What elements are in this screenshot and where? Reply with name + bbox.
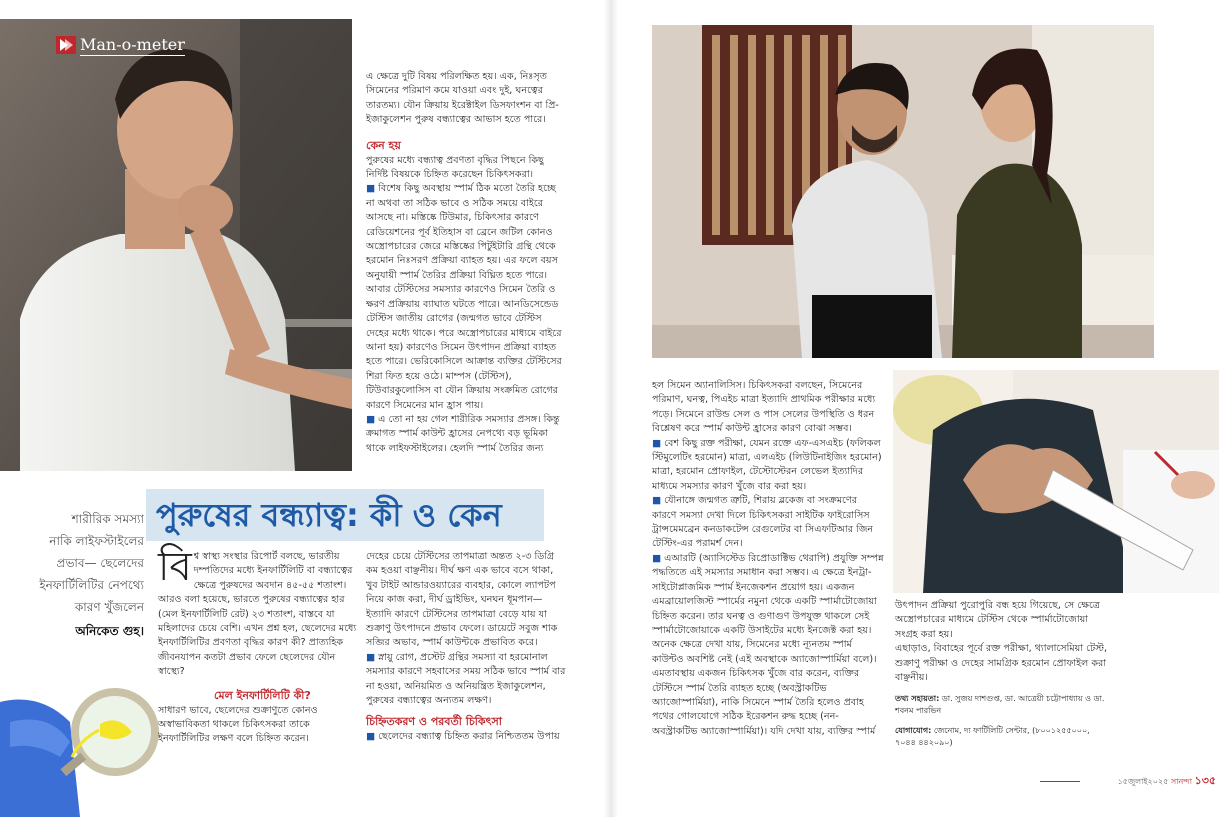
col3-b3-text: এআরটি (অ্যাসিস্টেড রিপ্রোডাক্টিভ থেরাপি) প্রযুক্তি সম্পন্ন পদ্ধতিতে এই সমস্যার সমাধান করা সম্ভব। এ ক্ষেত্রে ইনট্রা-সাইটোপ্লাজমিক স্পার্ম ইনজেকশন প্রয়োগ হয়। একজন এমব্রায়োলজিস্ট স্পার্মের নমুনা থেকে একটি স্পার্মাটোজোয়া চিহ্নিত করেন। তার ঘনত্ব ও গুণাগুণ উপযুক্ত থাকলে সেই স্পার্মাটোজোয়াকে একটি উসাইটের মধ্যে ইনজেক্ট করা হয়। — [652, 552, 884, 636]
column-label — [56, 34, 185, 56]
col2-b2-text: এ তো না হয় গেল শারীরিক সমস্যার প্রসঙ্গ। কিন্তু ক্রমাগত স্পার্ম কাউন্ট হ্রাসের নেপথ্যে বড় ভূমিকা থাকে লাইফস্টাইলের। হেলদি স্পার্ম তৈরির জন্য — [366, 413, 560, 454]
bullet-square-icon: ■ — [652, 495, 665, 507]
intro-line: কারণ খুঁজলেন — [74, 600, 144, 614]
col3-p2: অনেক ক্ষেত্রে দেখা যায়, সিমেনের মধ্যে ন্যূনতম স্পার্ম কাউন্টও অবশিষ্ট নেই (এই অবস্থাকে অ্যাজোস্পার্মিয়া বলে)। এমতাবস্থায় একজন চিকিৎসক খুঁজে বার করেন, ব্যক্তির টেস্টিসে স্পার্ম তৈরি ব্যাহত হচ্ছে (অবস্ট্রাকটিভ অ্যাজোস্পার্মিয়া), নাকি সিমেনে স্পার্ম তৈরি হলেও প্রবাহ পথের গোলযোগে সঠিক ইরেকশন রুদ্ধ হচ্ছে (নন-অবস্ট্রাকটিভ অ্যাজোস্পার্মিয়া)। যদি দেখা যায়, ব্যক্তির স্পার্ম — [652, 639, 877, 737]
page-folio — [1080, 774, 1216, 788]
col1-p1 — [158, 544, 358, 680]
col4-p1: উৎপাদন প্রক্রিয়া পুরোপুরি বন্ধ হয়ে গিয়েছে, সে ক্ষেত্রে অস্ত্রোপচারের মাধ্যমে টেস্টিস থেকে স্পার্মাটোজোয়া সংগ্রহ করা হয়। — [895, 600, 1100, 640]
bullet-square-icon: ■ — [366, 413, 379, 425]
col3-b2-text: যৌনাঙ্গে জন্মগত ত্রুটি, শিরায় ব্লকেজ বা সংক্রমণের কারণে সমস্যা দেখা দিলে চিকিৎসকরা সাইটিক ফাইরোসিস ট্রান্সমেমব্রেন কনডাকটেন্স রেগুলেটর বা সিএফটিআর জিন টেস্টিং-এর পরামর্শ দেন। — [652, 495, 874, 550]
col2-top-text — [366, 70, 566, 456]
bullet-square-icon: ■ — [366, 183, 379, 195]
col2b-b2 — [366, 730, 566, 744]
credits — [895, 693, 1109, 717]
couple-photo — [652, 25, 1154, 358]
arrow-tag-icon — [56, 36, 76, 54]
col1-p1-text: শ্ব স্বাস্থ্য সংস্থার রিপোর্ট বলছে, ভারতীয় দম্পতিদের মধ্যে ইনফার্টিলিটি বা বন্ধ্যাত্বের ক্ষেত্রে পুরুষদের অবদান ৪৫-৫৫ শতাংশ। আরও বলা হয়েছে, ভারতে পুরুষের বন্ধ্যাত্বের হার (মেল ইনফার্টিলিটি রেট) ২৩ শতাংশ, বাস্তবে যা মহিলাদের চেয়ে বেশি। এখন প্রশ্ন হল, ছেলেদের মধ্যে ইনফার্টিলিটির প্রবণতা বৃদ্ধির কারণ কী? প্রাত্যহিক জীবনযাপন কতটা প্রভাব ফেলে ছেলেদের যৌন স্বাস্থ্যে? — [158, 551, 357, 678]
col2-p1: এ ক্ষেত্রে দুটি বিষয় পরিলক্ষিত হয়। এক, নিঃসৃত সিমেনের পরিমাণ কমে যাওয়া এবং দুই, ঘনত্বের তারতম্য। যৌন ক্রিয়ায় ইরেক্টাইল ডিসফাংশন বা প্রি-ইজাকুলেশন পুরুষ বন্ধ্যাত্বের আভাস হতে পারে। — [366, 71, 559, 126]
col3-text — [652, 379, 884, 739]
col2-b2 — [366, 413, 566, 456]
col1-head2: মেল ইনফার্টিলিটি কী? — [214, 688, 311, 702]
col2-b1-text: বিশেষ কিছু অবস্থায় স্পার্ম ঠিক মতো তৈরি হচ্ছে না অথবা তা সঠিক ভাবে ও সঠিক সময়ে বাইরে আসছে না। মস্তিষ্কে টিউমার, চিকিৎসার কারণে রেডিয়েশনের পূর্ব ইতিহাস বা ব্রেনে জটিল কোনও অস্ত্রোপচারের জেরে মস্তিষ্কের পিটুইটারি গ্রন্থি থেকে হরমোন নিঃসরণ প্রক্রিয়া ব্যাহত হয়। এর ফলে বয়স অনুযায়ী স্পার্ম তৈরির প্রক্রিয়া বিঘ্নিত হতে পারে। — [366, 183, 558, 281]
col2-p2: পুরুষের মধ্যে বন্ধ্যাত্ব প্রবণতা বৃদ্ধির পিছনে কিছু নির্দিষ্ট বিষয়কে চিহ্নিত করেছেন চিকিৎসকরা। — [366, 154, 544, 181]
drop-cap: বি — [158, 544, 192, 590]
intro-line: প্রভাব— ছেলেদের — [56, 556, 144, 570]
col3-b1 — [652, 437, 884, 495]
contact-label: যোগাযোগ: — [895, 726, 932, 736]
col4-p2: এছাড়াও, বিবাহের পূর্বে রক্ত পরীক্ষা, থ্যালাসেমিয়া টেস্ট, শুক্রাণু পরীক্ষা ও দেহের সামগ্রিক হরমোন প্রোফাইল করা বাঞ্ছনীয়। — [895, 643, 1108, 684]
bullet-square-icon: ■ — [652, 552, 665, 564]
col2b-b1 — [366, 651, 566, 709]
bullet-square-icon: ■ — [366, 731, 379, 743]
folio-magazine: সানন্দা — [1170, 777, 1193, 786]
folio-page-number: ১৩৫ — [1194, 774, 1216, 787]
intro-line: ইনফার্টিলিটির নেপথ্যে — [39, 578, 144, 592]
intro-line: নাকি লাইফস্টাইলের — [49, 534, 144, 548]
col2b-b2-text: ছেলেদের বন্ধ্যাত্ব চিহ্নিত করার নিশ্চিততম উপায় — [378, 731, 560, 743]
bullet-square-icon: ■ — [652, 437, 665, 449]
bullet-square-icon: ■ — [366, 651, 379, 663]
col2-bottom-text — [366, 550, 566, 745]
col2-b1 — [366, 182, 566, 283]
folio-date: ১৫জুলাই২০২৫ — [1117, 777, 1169, 786]
col2b-head: চিহ্নিতকরণ ও পরবর্তী চিকিৎসা — [366, 715, 502, 729]
author-byline: অনিকেত গুহ। — [75, 624, 144, 638]
doctor-consultation-photo — [893, 370, 1219, 593]
col3-b1-text: বেশ কিছু রক্ত পরীক্ষা, যেমন রক্তে এফ-এসএইচ (ফলিকল স্টিমুলেটিং হরমোন) মাত্রা, এলএইচ (লিউটিনাইজিং হরমোন) মাত্রা, হরমোন প্রোফাইল, টেস্টোস্টেরন লেভেল ইত্যাদির মাধ্যমে সমস্যার কারণ খুঁজে বার করা হয়। — [652, 437, 882, 492]
magnifier-graphic — [0, 662, 160, 817]
col2b-b1-text: স্নায়ু রোগ, প্রস্টেট গ্রন্থির সমস্যা বা হরমোনাল সমস্যার কারণে সহবাসের সময় সঠিক ভাবে স্পার্ম বার না হওয়া, অনিয়মিত ও অনিয়ন্ত্রিত ইজাকুলেশন, পুরুষের বন্ধ্যাত্বের অন্যতম লক্ষণ। — [366, 651, 566, 707]
page-gutter — [604, 0, 618, 817]
col1-p2: সাধারণ ভাবে, ছেলেদের শুক্রাণুতে কোনও অস্বাভাবিকতা থাকলে চিকিৎসকরা তাকে ইনফার্টিলিটির লক্ষণ বলে চিহ্নিত করেন। — [158, 704, 318, 745]
col2b-p1: দেহের চেয়ে টেস্টিসের তাপমাত্রা অন্তত ২-৩ ডিগ্রি কম হওয়া বাঞ্ছনীয়। দীর্ঘ ক্ষণ এক ভাবে বসে থাকা, খুব টাইট আন্ডারওয়্যারের ব্যবহার, কোলে ল্যাপটপ নিয়ে কাজ করা, দীর্ঘ ড্রাইভিং, ঘনঘন ধূমপান— ইত্যাদি কারণে টেস্টিসের তাপমাত্রা বেড়ে যায় যা শুক্রাণু উৎপাদনে প্রভাব ফেলে। ডায়েটে সবুজ শাক সব্জির অভাব, স্পার্ম কাউন্টকে প্রভাবিত করে। — [366, 551, 558, 649]
col1-text — [158, 544, 358, 747]
col2-p3: আবার টেস্টিসের সমস্যার কারণেও সিমেন তৈরি ও ক্ষরণ প্রক্রিয়ায় ব্যাঘাত ঘটতে পারে। আনডিসেন্ডেড টেস্টিস জাতীয় রোগের (জন্মগত ভাবে টেস্টিস দেহের মধ্যে থাকে। পরে অস্ত্রোপচারের মাধ্যমে বাইরে আনা হয়) কারণেও সিমেন উৎপাদন প্রক্রিয়া ব্যাহত হতে পারে। ভেরিকোসিলে আক্রান্ত ব্যক্তির টেস্টিসের শিরা ফিত হয়ে ওঠে। মাম্পস (টেস্টিস), টিউবারকুলোসিস বা যৌন ক্রিয়ায় সংক্রমিত রোগের কারণে সিমেনের মান হ্রাস পায়। — [366, 284, 562, 411]
credits-text: ডা. সুজয় দাশগুপ্ত, ডা. আত্রেয়ী চট্টোপাধ্যায় ও ডা. শবনম পারভিন — [895, 694, 1105, 716]
credits-label: তথ্য সহায়তা: — [895, 694, 940, 704]
contact-text: জেনোম, দ্য ফার্টিলিটি সেন্টার, (৮০০১২৫৫০০০, ৭০৪৪ ৪৪২০৯০) — [895, 726, 1090, 748]
col3-b3 — [652, 552, 884, 638]
column-label-text: Man-o-meter — [80, 34, 185, 54]
intro-line: শারীরিক সমস্যা — [71, 512, 144, 526]
intro-deck — [20, 508, 144, 642]
col3-p1: হল সিমেন অ্যানালিসিস। চিকিৎসকরা বলছেন, সিমেনের পরিমাণ, ঘনত্ব, পিএইচ মাত্রা ইত্যাদি প্রাথমিক পরীক্ষার মধ্যে পড়ে। সিমেনে রাউন্ড সেল ও পাস সেলের উপস্থিতি ও ধরন বিশ্লেষণ করে স্পার্ম কাউন্ট হ্রাসের কারণ বোঝা সম্ভব। — [652, 380, 876, 435]
headline: পুরুষের বন্ধ্যাত্ব: কী ও কেন — [156, 496, 502, 534]
col4-text — [895, 599, 1109, 749]
man-thinking-photo — [0, 19, 352, 471]
col3-b2 — [652, 494, 884, 552]
col2-head-kenoy: কেন হয় — [366, 138, 401, 152]
contact — [895, 725, 1109, 749]
folio-rule — [1040, 781, 1080, 782]
